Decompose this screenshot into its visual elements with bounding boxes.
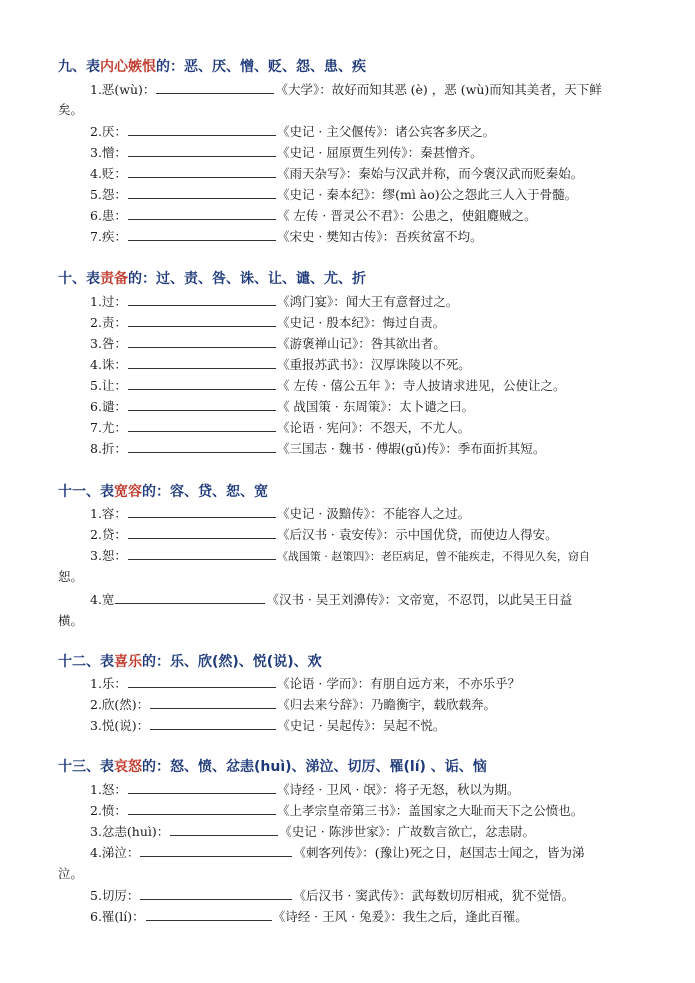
list-item: 2.厌： 《史记 · 主父偃传》：诸公宾客多厌之。 (90, 124, 496, 139)
list-item: 7.尤： 《论语 · 宪问》：不怨天，不尤人。 (90, 420, 471, 435)
list-item-continuation: 矣。 (58, 102, 84, 117)
list-item: 6.罹(lí)： 《诗经 · 王风 · 兔爰》：我生之后，逢此百罹。 (90, 909, 528, 924)
list-item: 2.贷： 《后汉书 · 袁安传》：示中国优贷，而使边人得安。 (90, 527, 558, 542)
answer-blank[interactable] (128, 526, 276, 539)
answer-blank[interactable] (128, 398, 276, 411)
answer-blank[interactable] (128, 228, 276, 241)
answer-blank[interactable] (128, 356, 276, 369)
list-item-continuation: 恕。 (58, 569, 84, 584)
list-item: 1.容： 《史记 · 汲黯传》：不能容人之过。 (90, 506, 471, 521)
answer-blank[interactable] (128, 314, 276, 327)
list-item: 2.责： 《史记 · 殷本纪》：悔过自责。 (90, 315, 446, 330)
answer-blank[interactable] (128, 802, 276, 815)
answer-blank[interactable] (128, 123, 276, 136)
answer-blank[interactable] (146, 908, 272, 921)
answer-blank[interactable] (150, 717, 276, 730)
list-item: 5.让： 《 左传 · 僖公五年 》：寺人披请求进见，公使让之。 (90, 378, 566, 393)
answer-blank[interactable] (128, 547, 276, 560)
section-heading-12: 十二、表喜乐的：乐、欣(然)、悦(说)、欢 (58, 654, 322, 670)
list-item: 3.忿恚(huì)： 《史记 · 陈涉世家》：广故数言欲亡，忿恚尉。 (90, 824, 535, 839)
list-item: 7.疾： 《宋史 · 樊知古传》：吾疾贫富不均。 (90, 229, 483, 244)
list-item: 3.恕： 《战国策 · 赵策四》：老臣病足，曾不能疾走，不得见久矣，窃自 (90, 548, 590, 563)
answer-blank[interactable] (128, 144, 276, 157)
list-item: 5.怨： 《史记 · 秦本纪》：缪(mì ào)公之怨此三人入于骨髓。 (90, 187, 578, 202)
list-item: 3.咎： 《游褒禅山记》：咎其欲出者。 (90, 336, 446, 351)
list-item: 2.愤： 《上孝宗皇帝第三书》：盖国家之大耻而天下之公愤也。 (90, 803, 584, 818)
list-item: 1.怒： 《诗经 · 卫风 · 氓》：将子无怒，秋以为期。 (90, 782, 520, 797)
list-item: 3.悦(说)： 《史记 · 吴起传》：吴起不悦。 (90, 718, 446, 733)
section-heading-10: 十、表责备的：过、责、咎、诛、让、谴、尤、折 (58, 271, 366, 287)
answer-blank[interactable] (128, 207, 276, 220)
answer-blank[interactable] (140, 844, 292, 857)
answer-blank[interactable] (170, 823, 278, 836)
answer-blank[interactable] (150, 696, 276, 709)
answer-blank[interactable] (140, 887, 292, 900)
answer-blank[interactable] (128, 675, 276, 688)
list-item: 5.切厉： 《后汉书 · 窦武传》：武每数切厉相戒，犹不觉悟。 (90, 888, 575, 903)
list-item: 4.贬： 《雨天杂写》：秦始与汉武并称，而今褒汉武而贬秦始。 (90, 166, 584, 181)
list-item: 1.过： 《鸿门宴》：闻大王有意督过之。 (90, 294, 459, 309)
list-item: 6.患： 《 左传 · 晋灵公不君》：公患之，使鉏麑贼之。 (90, 208, 537, 223)
answer-blank[interactable] (128, 440, 276, 453)
list-item: 6.谴： 《 战国策 · 东周策》：太卜谴之曰。 (90, 399, 475, 414)
list-item: 1.乐： 《论语 · 学而》：有朋自远方来，不亦乐乎？ (90, 676, 521, 691)
section-heading-11: 十一、表宽容的：容、贷、恕、宽 (58, 484, 268, 500)
answer-blank[interactable] (115, 591, 265, 604)
section-heading-9: 九、表内心嫉恨的：恶、厌、憎、贬、怨、患、疾 (58, 59, 366, 75)
answer-blank[interactable] (128, 165, 276, 178)
list-item: 2.欣(然)： 《归去来兮辞》：乃瞻衡宇，载欣载奔。 (90, 697, 496, 712)
list-item: 3.憎： 《史记 · 屈原贾生列传》：秦甚憎齐。 (90, 145, 483, 160)
answer-blank[interactable] (128, 505, 276, 518)
list-item: 1.恶(wù)： 《大学》：故好而知其恶 (è) ，恶 (wù)而知其美者，天下鲜 (90, 82, 602, 97)
list-item-continuation: 横。 (58, 613, 84, 628)
list-item: 4.诛： 《重报苏武书》：汉厚诛陵以不死。 (90, 357, 471, 372)
list-item: 8.折： 《三国志 · 魏书 · 傅嘏(gǔ)传》：季布面折其短。 (90, 441, 546, 456)
answer-blank[interactable] (128, 186, 276, 199)
answer-blank[interactable] (128, 335, 276, 348)
answer-blank[interactable] (128, 781, 276, 794)
list-item-continuation: 泣。 (58, 866, 84, 881)
answer-blank[interactable] (128, 377, 276, 390)
answer-blank[interactable] (128, 419, 276, 432)
section-heading-13: 十三、表哀怒的：怒、愤、忿恚(huì)、涕泣、切厉、罹(lí) 、诟、恼 (58, 759, 487, 775)
list-item: 4.宽 《汉书 · 吴王刘濞传》：文帝宽，不忍罚，以此吴王日益 (90, 592, 573, 607)
answer-blank[interactable] (128, 293, 276, 306)
answer-blank[interactable] (156, 81, 274, 94)
list-item: 4.涕泣： 《刺客列传》：(豫让)死之日，赵国志士闻之，皆为涕 (90, 845, 585, 860)
